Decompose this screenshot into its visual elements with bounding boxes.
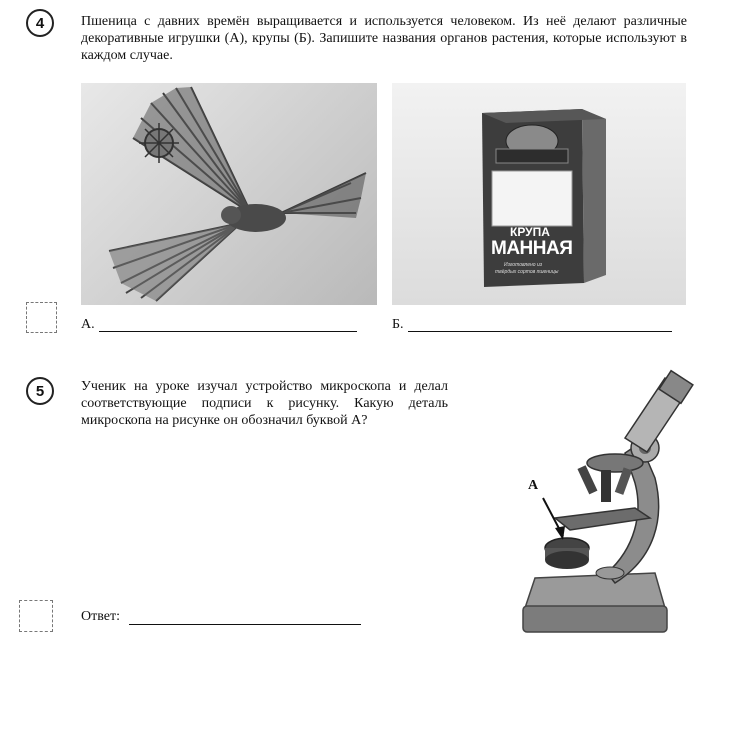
answer-b-line[interactable] bbox=[408, 331, 672, 332]
package-small-text1: Изготовлено из bbox=[504, 262, 543, 268]
task4-question-text: Пшеница с давних времён выращивается и используется человеком. Из неё делают различные декоративные игрушки (А), крупы (Б). Запишите названия органов растения, которые используют в каждом случае. bbox=[81, 14, 687, 63]
answer-line[interactable] bbox=[129, 624, 361, 625]
package-title-line2: МАННАЯ bbox=[491, 238, 573, 259]
answer-a-label: А. bbox=[81, 317, 95, 332]
task5-number: 5 bbox=[35, 382, 45, 400]
wheat-bird-toy-image bbox=[81, 83, 377, 305]
answer-b-label: Б. bbox=[392, 317, 404, 332]
answer-a-line[interactable] bbox=[99, 331, 357, 332]
task4-number: 4 bbox=[35, 14, 45, 32]
wheat-bird-drawing bbox=[81, 83, 377, 305]
task5-score-box bbox=[19, 600, 53, 632]
microscope-pointer-letter: А bbox=[528, 478, 539, 493]
package-title-line1: КРУПА bbox=[510, 225, 550, 239]
task5-number-badge bbox=[26, 377, 54, 405]
answer-label: Ответ: bbox=[81, 609, 120, 624]
microscope-image bbox=[515, 368, 715, 643]
task4-score-box bbox=[26, 302, 57, 333]
semolina-package-image bbox=[392, 83, 686, 305]
task4-number-badge bbox=[26, 9, 54, 37]
package-small-text2: твёрдых сортов пшеницы bbox=[495, 269, 559, 275]
task5-question-text: Ученик на уроке изучал устройство микроскопа и делал соответствующие подписи к рисунку. Какую деталь микроскопа на рисунке он обозначил буквой А? bbox=[81, 379, 448, 428]
